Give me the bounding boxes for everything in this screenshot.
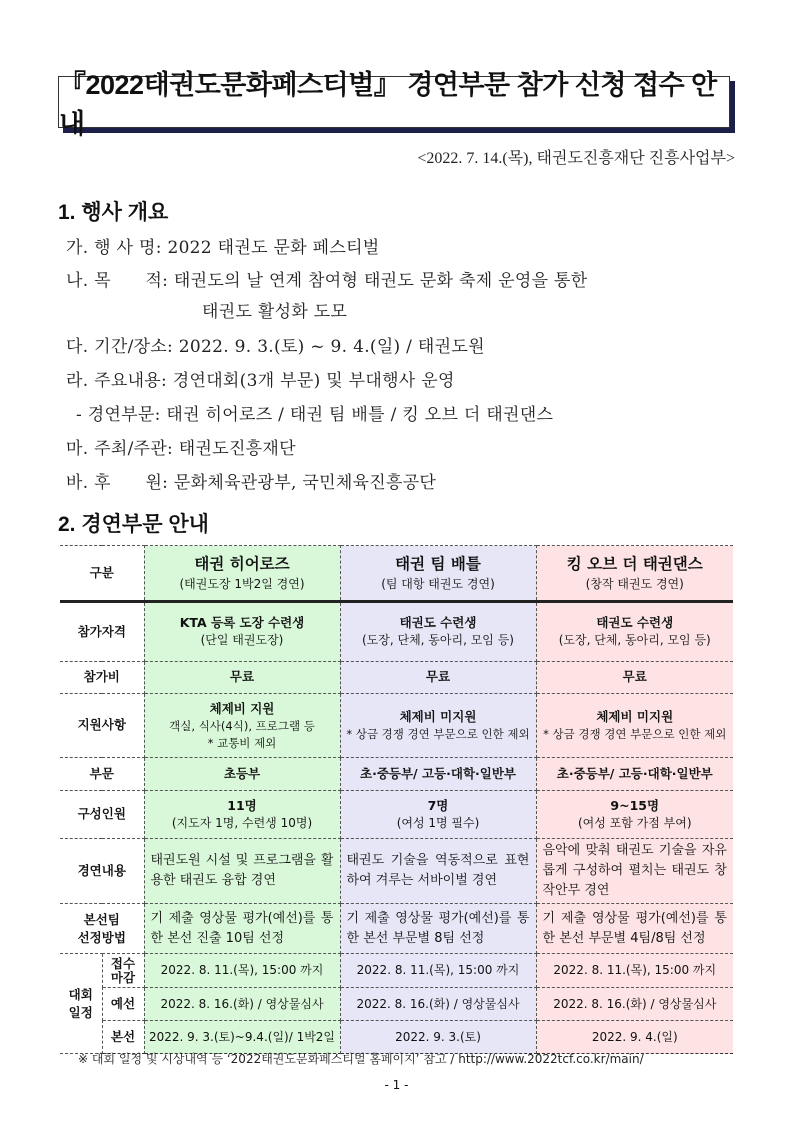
cell-sub: (도장, 단체, 동아리, 모임 등) xyxy=(558,633,711,648)
overview-value: 태권도의 날 연계 참여형 태권도 문화 축제 운영을 통한 xyxy=(173,271,588,291)
overview-label: 나. 목 적: xyxy=(66,271,169,291)
row-label-line: 접수 xyxy=(110,956,136,972)
overview-label: 다. 기간/장소: xyxy=(66,337,174,357)
overview-value: 문화체육관광부, 국민체육진흥공단 xyxy=(173,473,437,493)
category-name: 태권 팀 배틀 xyxy=(395,555,481,574)
schedule-sublabel: 본선 xyxy=(102,1021,144,1054)
table-cell xyxy=(144,602,340,662)
table-cell: 2022. 8. 16.(화) / 영상물심사 xyxy=(536,988,733,1021)
overview-item-sponsor xyxy=(66,468,436,493)
row-label: 부문 xyxy=(60,758,144,791)
overview-label: 마. 주최/주관: xyxy=(66,439,174,459)
overview-item-period xyxy=(66,332,485,357)
table-cell xyxy=(340,602,536,662)
table-row-schedule-prelim xyxy=(60,988,733,1021)
category-name: 태권 히어로즈 xyxy=(194,555,290,574)
header-col-team xyxy=(340,546,536,602)
table-cell xyxy=(536,694,733,758)
overview-item-host xyxy=(66,434,296,459)
overview-label: 바. 후 원: xyxy=(66,473,169,493)
row-label-line: 본선팀 xyxy=(83,911,120,927)
row-label-line: 대회 xyxy=(68,986,93,1002)
document-title: 『2022태권도문화페스티벌』 경연부문 참가 신청 접수 안내 xyxy=(59,70,717,139)
table-cell xyxy=(144,694,340,758)
cell-sub: (여성 1명 필수) xyxy=(396,815,480,830)
row-label-line: 마감 xyxy=(110,969,136,985)
table-cell: 2022. 9. 3.(토) xyxy=(340,1021,536,1054)
table-cell: 2022. 8. 11.(목), 15:00 까지 xyxy=(144,954,340,988)
cell-main: 태권도 수련생 xyxy=(399,615,477,631)
table-cell: 2022. 8. 16.(화) / 영상물심사 xyxy=(340,988,536,1021)
cell-sub: * 교통비 제외 xyxy=(207,735,277,750)
cell-main: 체제비 미지원 xyxy=(399,709,477,725)
table-cell xyxy=(340,791,536,839)
overview-label: 가. 행 사 명: xyxy=(66,238,162,258)
schedule-label xyxy=(60,954,102,1054)
table-cell xyxy=(144,791,340,839)
category-desc: (팀 대항 태권도 경연) xyxy=(381,576,495,591)
cell-sub: (지도자 1명, 수련생 10명) xyxy=(171,815,313,830)
overview-item-categories xyxy=(76,400,553,425)
overview-item-purpose xyxy=(66,266,587,291)
table-cell: 2022. 8. 11.(목), 15:00 까지 xyxy=(340,954,536,988)
overview-item-purpose-cont: 태권도 활성화 도모 xyxy=(202,302,348,322)
document-date-department: <2022. 7. 14.(목), 태권도진흥재단 진흥사업부> xyxy=(417,150,735,167)
table-cell xyxy=(340,694,536,758)
section-2-heading: 2. 경연부문 안내 xyxy=(58,513,209,536)
table-cell xyxy=(536,791,733,839)
table-cell: 초·중등부/ 고등·대학·일반부 xyxy=(536,758,733,791)
category-desc: (창작 태권도 경연) xyxy=(585,576,684,591)
overview-item-content xyxy=(66,366,455,391)
cell-sub: * 상금 경쟁 경연 부문으로 인한 제외 xyxy=(543,727,727,742)
row-label: 경연내용 xyxy=(60,839,144,904)
table-cell: 무료 xyxy=(340,662,536,694)
table-cell: 2022. 8. 16.(화) / 영상물심사 xyxy=(144,988,340,1021)
cell-sub: 객실, 식사(4식), 프로그램 등 xyxy=(169,718,315,733)
table-row-schedule-deadline xyxy=(60,954,733,988)
cell-main: 7명 xyxy=(427,797,449,813)
table-cell: 무료 xyxy=(144,662,340,694)
row-label: 지원사항 xyxy=(60,694,144,758)
table-cell: 기 제출 영상물 평가(예선)를 통한 본선 부문별 4팀/8팀 선정 xyxy=(536,904,733,954)
table-row-division xyxy=(60,758,733,791)
cell-main: 11명 xyxy=(227,797,257,813)
footnote-homepage-reference: ※ 대회 일정 및 시상내역 등 ‘2022태권도문화페스티벌 홈페이지’ 참고 / http://www.2022tcf.co.kr/main/ xyxy=(78,1052,644,1066)
table-cell: 태권도 기술을 역동적으로 표현하여 겨루는 서바이벌 경연 xyxy=(340,839,536,904)
overview-value: 태권도진흥재단 xyxy=(178,439,296,459)
table-cell xyxy=(536,602,733,662)
table-cell: 초·중등부/ 고등·대학·일반부 xyxy=(340,758,536,791)
cell-main: 9~15명 xyxy=(610,797,660,813)
table-cell: 태권도원 시설 및 프로그램을 활용한 태권도 융합 경연 xyxy=(144,839,340,904)
overview-label: 라. 주요내용: xyxy=(66,371,168,391)
overview-item-event-name xyxy=(66,233,380,258)
table-cell: 2022. 9. 3.(토)~9.4.(일)/ 1박2일 xyxy=(144,1021,340,1054)
section-1-heading: 1. 행사 개요 xyxy=(58,201,169,224)
table-row-eligibility xyxy=(60,602,733,662)
table-row-schedule-final xyxy=(60,1021,733,1054)
cell-main: KTA 등록 도장 수련생 xyxy=(179,615,305,631)
document-title-box xyxy=(58,70,730,139)
table-cell: 2022. 8. 11.(목), 15:00 까지 xyxy=(536,954,733,988)
page-number: - 1 - xyxy=(384,1078,409,1092)
table-cell: 기 제출 영상물 평가(예선)를 통한 본선 부문별 8팀 선정 xyxy=(340,904,536,954)
cell-sub: (여성 포함 가점 부여) xyxy=(577,815,692,830)
schedule-sublabel xyxy=(102,954,144,988)
table-cell: 초등부 xyxy=(144,758,340,791)
header-col-hero xyxy=(144,546,340,602)
schedule-sublabel: 예선 xyxy=(102,988,144,1021)
overview-label: - 경연부문: xyxy=(76,405,161,425)
competition-table xyxy=(60,545,733,1054)
table-row-header xyxy=(60,546,733,602)
table-row-support xyxy=(60,694,733,758)
overview-value: 경연대회(3개 부문) 및 부대행사 운영 xyxy=(172,371,455,391)
table-row-selection xyxy=(60,904,733,954)
table-row-members xyxy=(60,791,733,839)
table-cell: 기 제출 영상물 평가(예선)를 통한 본선 진출 10팀 선정 xyxy=(144,904,340,954)
table-row-fee xyxy=(60,662,733,694)
row-label: 구성인원 xyxy=(60,791,144,839)
header-col-king xyxy=(536,546,733,602)
cell-main: 체제비 미지원 xyxy=(596,709,674,725)
table-cell: 음악에 맞춰 태권도 기술을 자유롭게 구성하여 펼치는 태권도 창작안무 경연 xyxy=(536,839,733,904)
table-cell: 무료 xyxy=(536,662,733,694)
header-label: 구분 xyxy=(60,546,144,602)
table-cell: 2022. 9. 4.(일) xyxy=(536,1021,733,1054)
cell-main: 태권도 수련생 xyxy=(596,615,674,631)
row-label: 참가자격 xyxy=(60,602,144,662)
row-label xyxy=(60,904,144,954)
row-label: 참가비 xyxy=(60,662,144,694)
cell-sub: * 상금 경쟁 경연 부문으로 인한 제외 xyxy=(346,727,530,742)
cell-sub: (도장, 단체, 동아리, 모임 등) xyxy=(362,633,514,648)
cell-main: 체제비 지원 xyxy=(209,700,275,716)
row-label-line: 선정방법 xyxy=(77,929,126,945)
category-desc: (태권도장 1박2일 경연) xyxy=(179,576,305,591)
category-name: 킹 오브 더 태권댄스 xyxy=(566,555,703,574)
row-label-line: 일정 xyxy=(68,1004,93,1020)
overview-value: 2022 태권도 문화 페스티벌 xyxy=(167,238,380,258)
overview-value: 태권 히어로즈 / 태권 팀 배틀 / 킹 오브 더 태권댄스 xyxy=(166,405,554,425)
table-row-content xyxy=(60,839,733,904)
overview-value: 2022. 9. 3.(토) ~ 9. 4.(일) / 태권도원 xyxy=(178,337,485,357)
cell-sub: (단일 태권도장) xyxy=(200,633,284,648)
